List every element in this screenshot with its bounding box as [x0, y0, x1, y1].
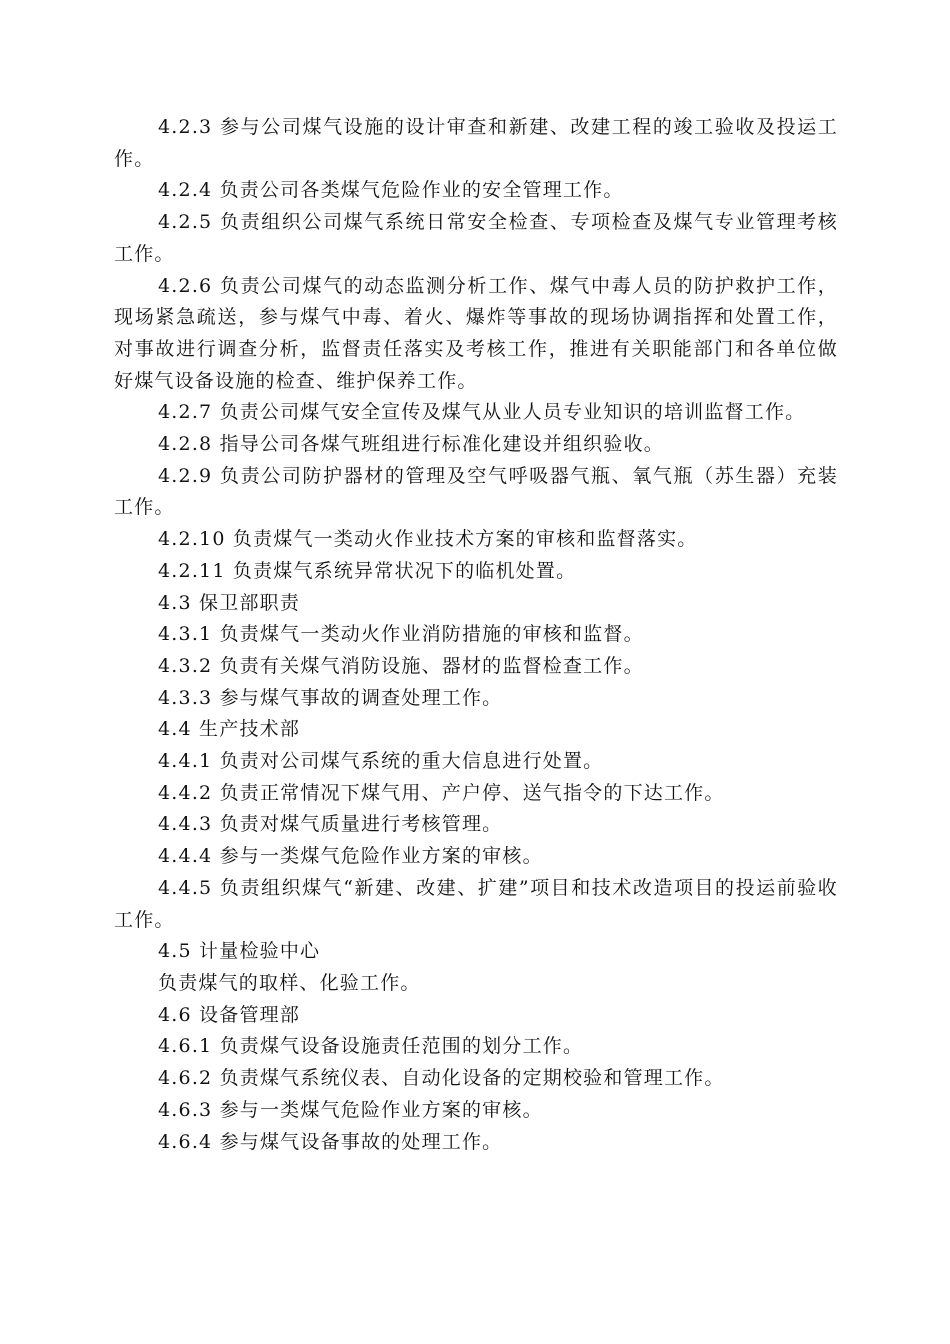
- paragraph-4-3-1: 4.3.1 负责煤气一类动火作业消防措施的审核和监督。: [158, 623, 644, 646]
- paragraph-4-2-9: 4.2.9 负责公司防护器材的管理及空气呼吸器气瓶、氧气瓶（苏生器）充装工作。: [114, 464, 838, 519]
- document-body: [114, 112, 838, 1158]
- paragraph-4-6-4: 4.6.4 参与煤气设备事故的处理工作。: [158, 1130, 503, 1153]
- paragraph-4-5-body: 负责煤气的取样、化验工作。: [158, 971, 421, 994]
- paragraph-4-3-3: 4.3.3 参与煤气事故的调查处理工作。: [158, 686, 503, 709]
- paragraph-4-2-10: 4.2.10 负责煤气一类动火作业技术方案的审核和监督落实。: [158, 528, 698, 551]
- paragraph-4-4-3: 4.4.3 负责对煤气质量进行考核管理。: [158, 813, 503, 836]
- paragraph-4-4-1: 4.4.1 负责对公司煤气系统的重大信息进行处置。: [158, 750, 604, 773]
- paragraph-4-2-4: 4.2.4 负责公司各类煤气危险作业的安全管理工作。: [158, 179, 624, 202]
- heading-4-5: 4.5 计量检验中心: [158, 940, 321, 963]
- paragraph-4-2-8: 4.2.8 指导公司各煤气班组进行标准化建设并组织验收。: [158, 433, 664, 456]
- heading-4-4: 4.4 生产技术部: [158, 718, 301, 741]
- paragraph-4-2-7: 4.2.7 负责公司煤气安全宣传及煤气从业人员专业知识的培训监督工作。: [158, 401, 806, 424]
- paragraph-4-6-2: 4.6.2 负责煤气系统仪表、自动化设备的定期校验和管理工作。: [158, 1067, 725, 1090]
- paragraph-4-2-5: 4.2.5 负责组织公司煤气系统日常安全检查、专项检查及煤气专业管理考核工作。: [114, 211, 838, 265]
- paragraph-4-3-2: 4.3.2 负责有关煤气消防设施、器材的监督检查工作。: [158, 654, 644, 677]
- paragraph-4-2-11: 4.2.11 负责煤气系统异常状况下的临机处置。: [158, 559, 577, 582]
- paragraph-4-6-1: 4.6.1 负责煤气设备设施责任范围的划分工作。: [158, 1035, 584, 1058]
- paragraph-4-4-4: 4.4.4 参与一类煤气危险作业方案的审核。: [158, 845, 543, 868]
- heading-4-6: 4.6 设备管理部: [158, 1003, 301, 1026]
- heading-4-3: 4.3 保卫部职责: [158, 591, 301, 614]
- paragraph-4-2-3: 4.2.3 参与公司煤气设施的设计审查和新建、改建工程的竣工验收及投运工作。: [114, 116, 838, 170]
- paragraph-4-2-6: 4.2.6 负责公司煤气的动态监测分析工作、煤气中毒人员的防护救护工作，现场紧急疏送，参与煤气中毒、着火、爆炸等事故的现场协调指挥和处置工作，对事故进行调查分析，监督责任落实及考核工作，推进有关职能部门和各单位做好煤气设备设施的检查、维护保养工作。: [114, 274, 838, 392]
- paragraph-4-4-2: 4.4.2 负责正常情况下煤气用、产户停、送气指令的下达工作。: [158, 781, 725, 804]
- paragraph-4-4-5: 4.4.5 负责组织煤气“新建、改建、扩建”项目和技术改造项目的投运前验收工作。: [114, 876, 838, 931]
- paragraph-4-6-3: 4.6.3 参与一类煤气危险作业方案的审核。: [158, 1098, 543, 1121]
